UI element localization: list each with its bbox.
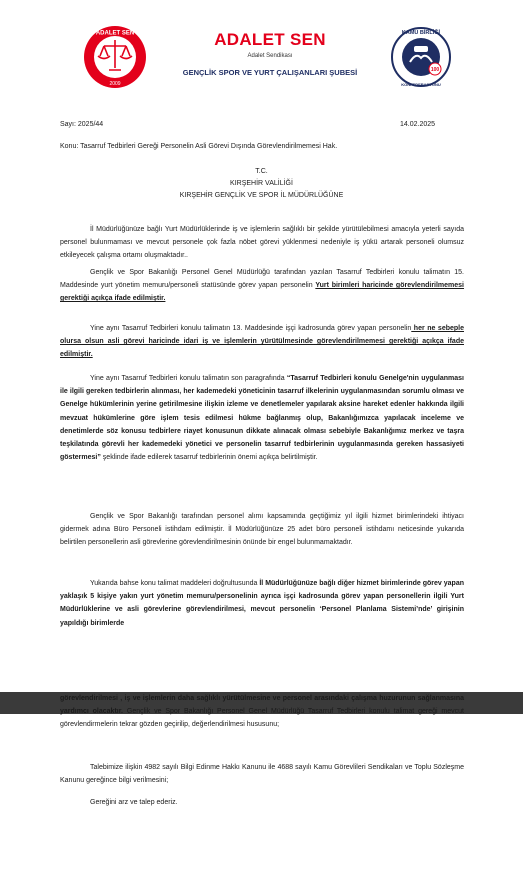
recipient-tc: T.C. xyxy=(255,168,268,175)
kamu-birligi-logo xyxy=(390,24,452,90)
paragraph-5: Gençlik ve Spor Bakanlığı tarafından personel alımı kapsamında geçtiğimiz yıl ilgili hizmet birimlerindeki ihtiyacı gidermek adına Büro Personeli istihdam edilmiştir. İl Müdürlüğünüze 25 adet büro personeli istihdamı neticesinde yukarıda belirtilen personellerin asli görevlerine görevlendirilmesinin önünde bir engel bulunmamaktadır. xyxy=(60,513,464,547)
brand-name: ADALET SEN xyxy=(214,30,326,49)
branch-name: GENÇLİK SPOR VE YURT ÇALIŞANLARI ŞUBESİ xyxy=(182,68,358,77)
right-logo-ring-bottom: KONFEDERASYONU xyxy=(401,82,441,87)
paragraph-8: Gereğini arz ve talep ederiz. xyxy=(90,799,178,806)
paragraph-2: Gençlik ve Spor Bakanlığı Personel Genel Müdürlüğü tarafından yazılan Tasarruf Tedbirleri konulu talimatın 15. Maddesinde yurt yönetim memuru/personeli statüsünde görev yapan personelin Yurt birimleri haricinde görevlendirilmemesi gerektiği açıkça ifade edilmiştir. xyxy=(60,269,465,303)
paragraph-3: Yine aynı Tasarruf Tedbirleri konulu talimatın 13. Maddesinde işçi kadrosunda görev yapan personelin her ne sebeple olursa olsun asli görevi haricinde idari iş ve işlemlerin yürütülmesinde görevlendirilmemesi gerektiği açıkça ifade edilmiştir. xyxy=(60,325,464,359)
paragraph-4: Yine aynı Tasarruf Tedbirleri konulu talimatın son paragrafında “Tasarruf Tedbirleri konulu Genelge'nin uygulanması ile ilgili gereken tedbirlerin alınması, her kademedeki yöneticinin tasarruf ilkelerinin uygulanmasından sorumlu olması ve Genelge hükümlerinin yerine getirilmesine ilişkin izleme ve denetlemeler yapılarak aksine hareket edenler hakkında ilgili mevzuat hükümlerine göre işlem tesis edilmesi hükme bağlanmış olup, Bakanlığımızca yapılacak inceleme ve denetimlerde söz konusu tedbirlere riayet konusunun dikkate alınacak olması sebebiyle Bakanlığımız merkez ve taşra teşkilatında görevli her kademedeki yönetici ve personelin tasarruf tedbirlerinin uygulanmasında gereken hassasiyeti göstermesi” şeklinde ifade edilerek tasarruf tedbirlerinin önemi açıkça belirtilmiştir. xyxy=(60,375,464,462)
paragraph-1: İl Müdürlüğünüze bağlı Yurt Müdürlüklerinde iş ve işlemlerin sağlıklı bir şekilde yürütülebilmesi amacıyla yeterli sayıda personel bulunmaması ve mevcut personele çok fazla nöbet görevi yüklenmesi nedeniyle iş yükü artarak personeli olumsuz etkileyecek çalışma ortamı oluşmaktadır.. xyxy=(60,226,464,260)
recipient-governorship: KIRŞEHİR VALİLİĞİ xyxy=(230,180,293,187)
left-logo-ring-text: ADALET SEN xyxy=(95,30,135,37)
adalet-sen-logo xyxy=(82,24,148,90)
paragraph-7: Talebimize ilişkin 4982 sayılı Bilgi Edinme Hakkı Kanunu ile 4688 sayılı Kamu Görevlileri Sendikaları ve Toplu Sözleşme Kanunu gereğince bilgi verilmesini; xyxy=(60,764,464,785)
brand-subtitle: Adalet Sendikası xyxy=(247,53,293,59)
right-logo-ring-top: KAMU BİRLİĞİ xyxy=(401,30,441,36)
recipient-directorate: KIRŞEHİR GENÇLİK VE SPOR İL MÜDÜRLÜĞÜNE xyxy=(179,192,344,199)
paragraph-6-part-1: Yukarıda bahse konu talimat maddeleri doğrultusunda İl Müdürlüğünüze bağlı diğer hizmet birimlerinde görev yapan yaklaşık 5 kişiye yakın yurt yönetim memuru/personelinin ayrıca işçi kadrosunda görev yapan personellerin ilgili Yurt Müdürlüklerine ve asli görevlerine görevlendirilmesi, mevcut personelin ‘Personel Planlama Sistemi’nde’ girişinin yapıldığı birimlerde xyxy=(60,580,464,627)
document-number: Sayı: 2025/44 xyxy=(60,121,104,128)
paragraph-6-part-2: görevlendirilmesi , iş ve işlemlerin daha sağlıklı yürütülmesine ve personel arasındaki çalışma huzurunun sağlanmasına yardımcı olacaktır. Gençlik ve Spor Bakanlığı Personel Genel Müdürlüğü Tasarruf Tedbirleri konulu talimat gereği mevcut görevlendirmelerin tekrar gözden geçirilip, değerlendirilmesi hususunu; xyxy=(60,695,464,729)
right-logo-badge: 100 xyxy=(430,67,440,73)
document-date: 14.02.2025 xyxy=(400,121,436,128)
letterhead xyxy=(0,22,523,104)
left-logo-year: 2009 xyxy=(109,81,121,87)
document-subject: Konu: Tasarruf Tedbirleri Gereği Personelin Asli Görevi Dışında Görevlendirilmemesi Hak. xyxy=(60,143,338,150)
document-page-2 xyxy=(0,695,523,886)
